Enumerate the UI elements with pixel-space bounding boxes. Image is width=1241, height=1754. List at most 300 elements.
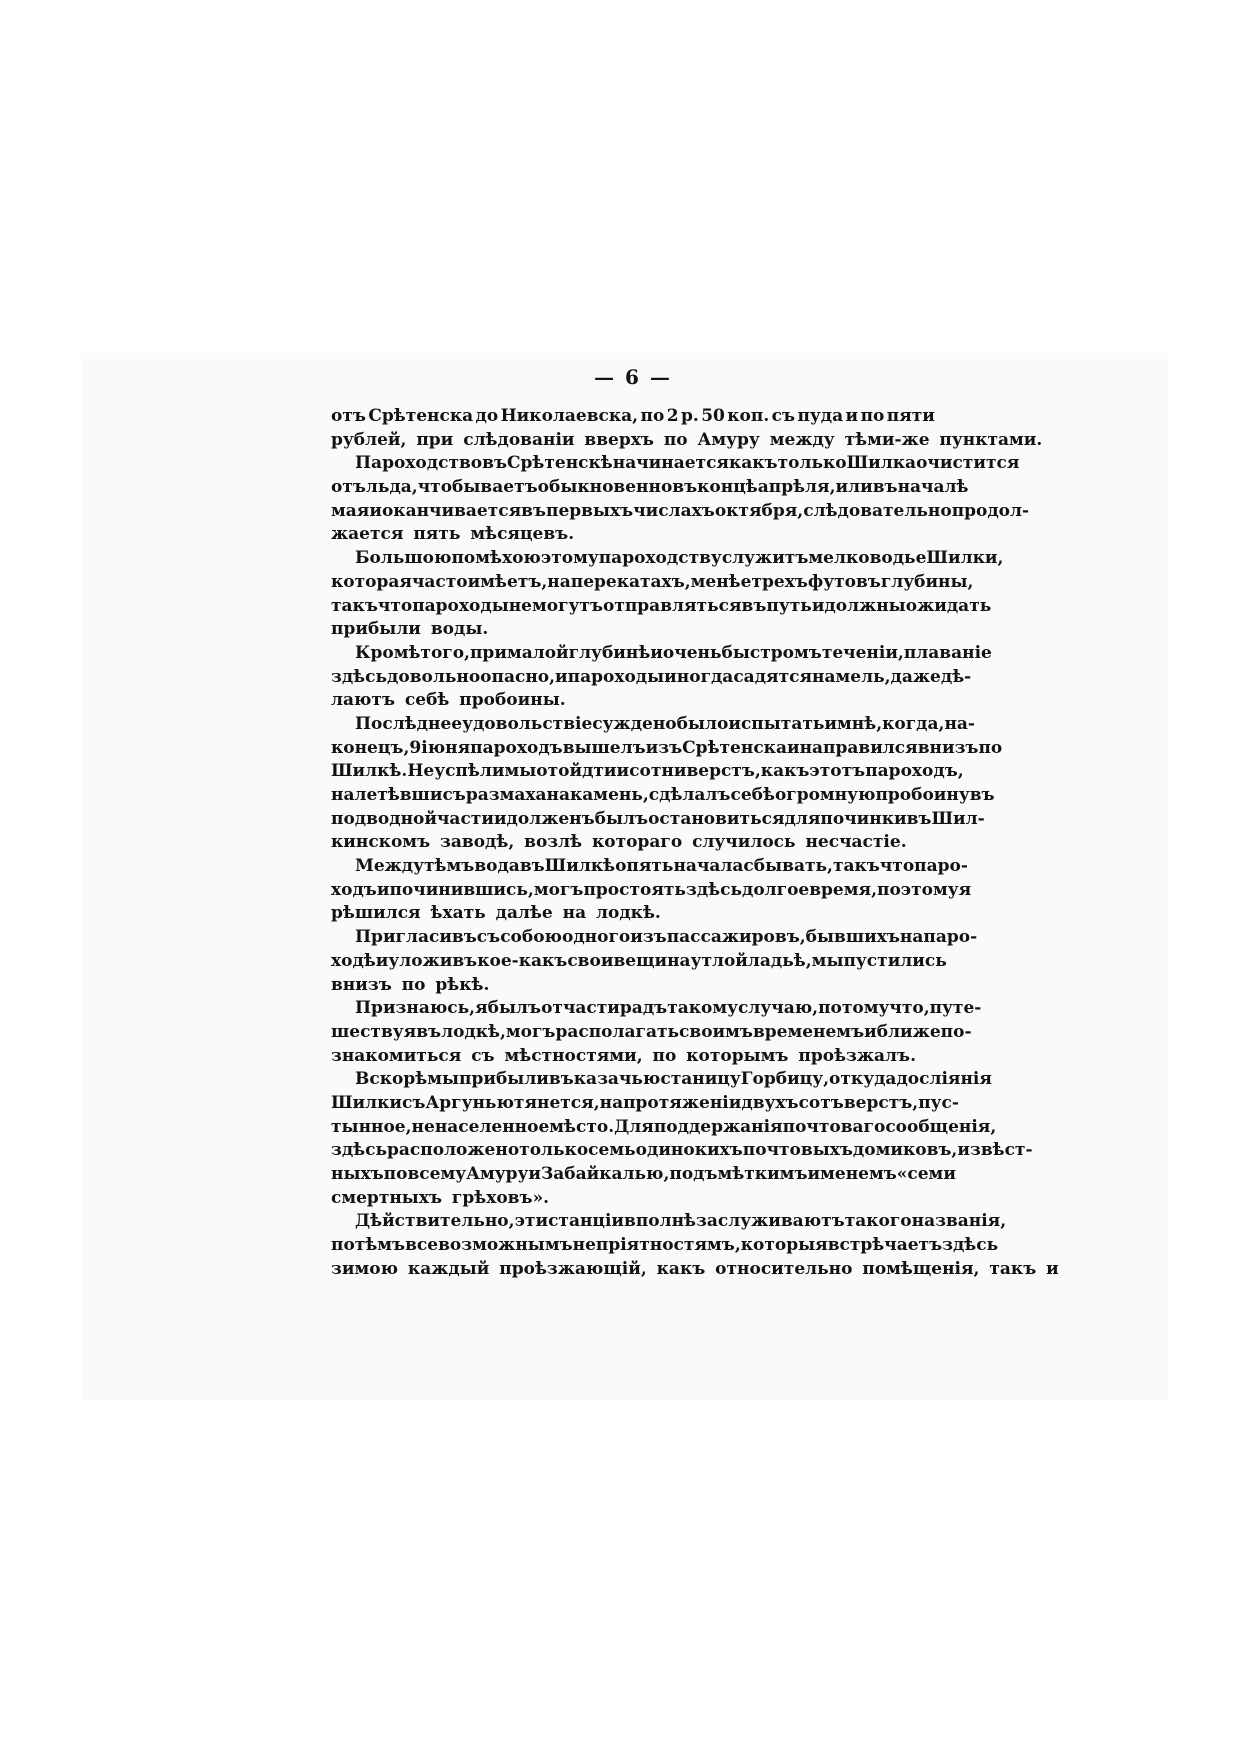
word: паро-: [914, 856, 968, 877]
text-line: жается пять мѣсяцевъ.: [331, 524, 575, 545]
word: поддержанія: [653, 1116, 783, 1137]
word: въ: [521, 500, 547, 521]
word: время,: [809, 879, 877, 900]
text-line: рѣшился ѣхать далѣе на лодкѣ.: [331, 903, 661, 924]
word: опасно,: [480, 666, 556, 687]
word: станицу: [660, 1069, 741, 1090]
word: свои: [567, 950, 614, 971]
word: всевозможнымъ: [405, 1235, 573, 1256]
word: не: [508, 595, 532, 616]
word: утлой: [690, 950, 748, 971]
text-line: [331, 1210, 1007, 1234]
word: того,: [420, 642, 470, 663]
word: пароходству: [598, 548, 722, 569]
word: пустились: [843, 950, 947, 971]
word: сообщенія,: [885, 1116, 997, 1137]
word: кое-какъ: [477, 950, 568, 971]
text-line: кинскомъ заводѣ, возлѣ котораго случилось несчастіе.: [331, 832, 907, 853]
word: былъ: [594, 808, 649, 829]
word: въ: [906, 808, 932, 829]
word: огромную: [774, 785, 876, 805]
word: и: [650, 642, 663, 663]
word: и: [845, 406, 859, 426]
word: которая: [331, 571, 412, 592]
word: съ: [402, 1092, 426, 1113]
word: числахъ: [633, 500, 715, 521]
word: оканчивается: [381, 500, 522, 521]
word: здѣсь: [685, 879, 742, 900]
word: которыя: [740, 1235, 828, 1256]
word: и: [376, 879, 390, 900]
word: двухъ: [741, 1092, 799, 1113]
word: тянется,: [513, 1092, 600, 1113]
text-line: [331, 1116, 997, 1140]
word: до: [475, 406, 499, 426]
text-line: [331, 760, 964, 784]
word: вышелъ: [562, 737, 646, 758]
word: Шилкѣ: [544, 856, 616, 877]
word: заслуживаютъ: [696, 1211, 845, 1232]
word: по: [860, 406, 885, 426]
word: пуда: [797, 406, 844, 426]
word: до: [896, 1069, 920, 1090]
word: собою: [500, 927, 562, 948]
word: протяженіи: [623, 1092, 742, 1113]
word: мѣсто.: [549, 1116, 615, 1137]
text-line: лаютъ себѣ пробоины.: [331, 690, 566, 711]
word: и: [375, 950, 389, 971]
word: долженъ: [506, 808, 595, 829]
word: части: [436, 808, 494, 829]
paragraph: [331, 405, 1043, 452]
word: суждено: [592, 713, 677, 734]
word: только: [777, 453, 847, 474]
word: Вскорѣ: [355, 1069, 428, 1090]
word: уложивъ: [388, 950, 478, 971]
word: что: [377, 595, 413, 616]
word: станціи: [548, 1211, 625, 1232]
word: здѣсь: [942, 1235, 999, 1256]
word: глубины,: [880, 571, 974, 592]
word: помѣхою: [451, 548, 541, 569]
word: съ: [771, 406, 796, 426]
word: Срѣтенска: [368, 406, 474, 426]
text-line: [331, 1021, 972, 1045]
paragraph: [331, 452, 1030, 547]
word: Амуру: [466, 1164, 529, 1184]
text-line: [331, 547, 1004, 571]
word: отъ: [331, 477, 366, 498]
word: отъ: [331, 406, 366, 426]
word: отправляться: [602, 595, 742, 616]
word: иногда: [664, 666, 734, 687]
word: не: [411, 1116, 435, 1137]
word: для: [784, 808, 821, 829]
word: расположено: [387, 1140, 520, 1161]
word: мы: [504, 761, 537, 782]
word: р.: [680, 406, 699, 426]
text-line: знакомиться съ мѣстностями, по которымъ проѣзжалъ.: [331, 1045, 916, 1066]
word: что: [417, 477, 453, 498]
word: ближе: [876, 1021, 941, 1042]
word: Дѣйствительно,: [355, 1211, 515, 1232]
word: менѣе: [690, 571, 752, 592]
word: могъ: [533, 879, 584, 900]
word: я: [475, 998, 488, 1019]
word: Аргунью: [425, 1092, 514, 1113]
paragraph: [331, 997, 982, 1068]
word: футовъ: [807, 571, 881, 592]
word: названія,: [911, 1211, 1007, 1232]
page-number: — 6 —: [594, 365, 672, 389]
word: одинокихъ: [635, 1140, 743, 1161]
word: какъ: [728, 453, 778, 474]
word: и: [555, 666, 568, 687]
word: и: [528, 1164, 541, 1184]
word: Николаевска,: [500, 406, 639, 426]
word: и: [811, 595, 825, 616]
word: пяти: [886, 406, 935, 426]
word: глубинѣ: [568, 642, 651, 663]
text-line: [331, 595, 992, 619]
word: вода: [474, 856, 520, 877]
word: Большою: [355, 548, 452, 569]
word: населенное: [434, 1116, 550, 1137]
word: направился: [799, 737, 918, 758]
word: пассажировъ,: [666, 927, 806, 948]
word: бывшихъ: [805, 927, 900, 948]
word: апрѣля,: [757, 477, 836, 498]
word: Шилки,: [926, 548, 1004, 569]
word: мы: [811, 950, 844, 971]
word: октября,: [714, 500, 804, 521]
word: даже: [890, 666, 941, 687]
text-line: [331, 405, 935, 429]
word: успѣли: [434, 761, 505, 782]
word: сбывать,: [743, 856, 833, 877]
word: очень: [662, 642, 722, 663]
word: Забайкалью,: [540, 1164, 670, 1184]
word: починившись,: [389, 879, 534, 900]
word: верстъ,: [686, 761, 761, 782]
word: сотни: [629, 761, 687, 782]
word: непріятностямъ,: [572, 1235, 741, 1256]
text-line: [331, 666, 972, 690]
word: тѣмъ: [424, 856, 475, 877]
word: ходѣ: [331, 950, 376, 971]
word: здѣсь: [331, 666, 388, 687]
word: лодкѣ,: [441, 1021, 506, 1042]
word: размаха: [465, 785, 547, 805]
text-line: [331, 926, 978, 950]
word: такъ: [331, 595, 378, 616]
word: долгое: [742, 879, 810, 900]
word: по: [640, 406, 665, 426]
word: въ: [416, 1021, 442, 1042]
word: служитъ: [721, 548, 809, 569]
word: удовольствіе: [462, 713, 593, 734]
word: Между: [355, 856, 425, 877]
word: по: [978, 737, 1003, 758]
word: починки: [820, 808, 907, 829]
word: началѣ: [897, 477, 969, 498]
paragraph: [331, 713, 1003, 855]
word: бываетъ: [452, 477, 538, 498]
paragraph: [331, 926, 978, 997]
word: могутъ: [532, 595, 603, 616]
text-line: прибыли воды.: [331, 619, 489, 640]
word: камень,: [570, 785, 649, 805]
word: очистится: [916, 453, 1020, 474]
word: и: [493, 808, 507, 829]
text-line: [331, 737, 1003, 761]
word: Горбицу,: [740, 1069, 830, 1090]
word: Срѣтенскѣ: [507, 453, 613, 474]
word: на: [547, 571, 571, 592]
text-line: [331, 500, 1030, 524]
word: въ: [741, 595, 767, 616]
word: 50: [701, 406, 725, 426]
word: и: [864, 1021, 877, 1042]
word: могъ: [505, 1021, 556, 1042]
text-line: [331, 879, 972, 903]
word: домиковъ,: [852, 1140, 958, 1161]
word: плаваніе: [903, 642, 992, 663]
word: пароходъ: [470, 737, 563, 758]
word: Шилкѣ.: [331, 761, 408, 782]
word: потому: [818, 998, 890, 1019]
word: опять: [615, 856, 674, 877]
word: должны: [824, 595, 906, 616]
word: что,: [889, 998, 930, 1019]
scanned-page: [81, 353, 1168, 1400]
word: мая: [331, 500, 370, 521]
text-line: [331, 1092, 959, 1116]
word: 9: [409, 737, 422, 758]
word: въ: [482, 453, 507, 474]
word: подводной: [331, 808, 437, 829]
word: ныхъ: [331, 1164, 384, 1184]
word: поэтому: [877, 879, 959, 900]
word: тѣмъ: [354, 1235, 406, 1256]
word: казачью: [573, 1069, 661, 1090]
word: пароходъ,: [865, 761, 964, 782]
word: именемъ: [807, 1164, 897, 1184]
word: слѣдовательно: [803, 500, 952, 521]
word: внизъ: [917, 737, 979, 758]
word: концѣ: [697, 477, 758, 498]
word: изъ: [630, 927, 667, 948]
word: на: [599, 1092, 624, 1113]
word: Кромѣ: [355, 642, 421, 663]
paragraph: [331, 642, 992, 713]
word: изъ: [645, 737, 683, 758]
word: 2: [666, 406, 679, 426]
paragraph: [331, 1210, 1059, 1281]
text-line: [331, 1234, 999, 1258]
word: перекатахъ,: [570, 571, 691, 592]
word: ожидать: [905, 595, 992, 616]
word: и: [369, 500, 382, 521]
word: продол-: [951, 500, 1030, 521]
text-line: [331, 1139, 1033, 1163]
word: временемъ: [752, 1021, 865, 1042]
word: было: [676, 713, 729, 734]
word: семь: [588, 1140, 636, 1161]
text-line: внизъ по рѣкѣ.: [331, 974, 490, 995]
text-line: [331, 713, 975, 737]
word: мель,: [835, 666, 891, 687]
word: Признаюсь,: [355, 998, 476, 1019]
word: обыкновенно: [537, 477, 673, 498]
word: сліянія: [919, 1069, 992, 1090]
word: сдѣлалъ: [648, 785, 731, 805]
text-line: [331, 1163, 956, 1187]
word: эти: [514, 1211, 549, 1232]
word: «семи: [896, 1164, 956, 1184]
word: здѣсь: [331, 1140, 388, 1161]
word: въ: [672, 477, 698, 498]
word: часто: [411, 571, 468, 592]
text-line: [331, 997, 982, 1021]
text-line: [331, 1068, 992, 1092]
word: этому: [540, 548, 599, 569]
word: былъ: [487, 998, 542, 1019]
text-line: [331, 476, 969, 500]
word: подъ: [669, 1164, 718, 1184]
word: себѣ: [730, 785, 775, 805]
word: быстромъ: [721, 642, 822, 663]
word: или: [835, 477, 873, 498]
word: налетѣвши: [331, 785, 443, 805]
word: мы: [427, 1069, 459, 1090]
text-line: [331, 950, 947, 974]
word: по: [383, 1164, 408, 1184]
word: имѣетъ,: [467, 571, 548, 592]
word: верстъ,: [843, 1092, 919, 1113]
word: Срѣтенска: [682, 737, 787, 758]
word: какъ: [760, 761, 810, 782]
word: конецъ,: [331, 737, 410, 758]
word: испытать: [728, 713, 825, 734]
text-line: рублей, при слѣдованіи вверхъ по Амуру между тѣми-же пунктами.: [331, 429, 1043, 450]
word: когда,: [882, 713, 945, 734]
paragraph: [331, 1068, 1033, 1210]
word: дѣ-: [940, 666, 972, 687]
word: что: [879, 856, 915, 877]
word: встрѣчаетъ: [827, 1235, 943, 1256]
word: теченіи,: [821, 642, 904, 663]
word: случаю,: [738, 998, 819, 1019]
word: въ: [519, 856, 545, 877]
word: паро-: [923, 927, 978, 948]
text-line: [331, 784, 995, 808]
word: при: [469, 642, 507, 663]
body-text: [331, 405, 1059, 1281]
word: коп.: [727, 406, 770, 426]
word: на: [667, 950, 691, 971]
word: мѣткимъ: [717, 1164, 808, 1184]
word: пус-: [918, 1092, 959, 1113]
word: льда,: [365, 477, 418, 498]
word: довольно: [387, 666, 481, 687]
word: пароходы: [567, 666, 665, 687]
word: извѣст-: [957, 1140, 1033, 1161]
word: Шилки: [331, 1092, 403, 1113]
word: остановиться: [648, 808, 785, 829]
word: вполнѣ: [624, 1211, 697, 1232]
word: сотъ: [798, 1092, 844, 1113]
word: Не: [407, 761, 435, 782]
word: съ: [442, 785, 466, 805]
word: съ: [476, 927, 501, 948]
word: на: [812, 666, 836, 687]
word: трехъ: [751, 571, 808, 592]
word: Шил-: [931, 808, 985, 829]
word: начала: [673, 856, 744, 877]
word: мнѣ,: [837, 713, 883, 734]
word: Пригласивъ: [355, 927, 477, 948]
paragraph: [331, 855, 972, 926]
text-line: зимою каждый проѣзжающій, какъ относительно помѣщенія, такъ и: [331, 1258, 1059, 1279]
word: путе-: [929, 998, 982, 1019]
word: въ: [969, 785, 995, 805]
word: такъ: [832, 856, 880, 877]
word: Послѣднее: [355, 713, 463, 734]
word: на: [899, 927, 924, 948]
word: ладьѣ,: [747, 950, 812, 971]
word: на-: [944, 713, 975, 734]
word: я: [958, 879, 972, 900]
word: и: [824, 713, 838, 734]
word: почтовыхъ: [742, 1140, 853, 1161]
word: шествуя: [331, 1021, 417, 1042]
word: мелководье: [808, 548, 927, 569]
word: такого: [844, 1211, 912, 1232]
word: въ: [548, 1069, 574, 1090]
word: первыхъ: [546, 500, 634, 521]
text-line: [331, 452, 1020, 476]
paragraph: [331, 547, 1004, 642]
word: Шилка: [846, 453, 917, 474]
word: почтоваго: [782, 1116, 886, 1137]
word: простоять: [583, 879, 686, 900]
word: по: [331, 1235, 355, 1256]
word: малой: [506, 642, 569, 663]
word: такому: [667, 998, 739, 1019]
word: прибыли: [459, 1069, 549, 1090]
word: путь: [766, 595, 812, 616]
word: и: [616, 761, 630, 782]
word: радъ: [619, 998, 668, 1019]
word: ходъ: [331, 879, 377, 900]
word: этотъ: [809, 761, 866, 782]
word: по-: [940, 1021, 972, 1042]
text-line: [331, 642, 992, 666]
word: вещи: [613, 950, 668, 971]
text-line: [331, 855, 968, 879]
word: своимъ: [679, 1021, 753, 1042]
word: располагать: [555, 1021, 680, 1042]
word: всему: [407, 1164, 467, 1184]
word: на: [546, 785, 571, 805]
word: отойдти: [536, 761, 617, 782]
word: и: [786, 737, 800, 758]
word: откуда: [829, 1069, 897, 1090]
word: тынное,: [331, 1116, 412, 1137]
word: начинается: [612, 453, 729, 474]
word: Пароходство: [355, 453, 483, 474]
